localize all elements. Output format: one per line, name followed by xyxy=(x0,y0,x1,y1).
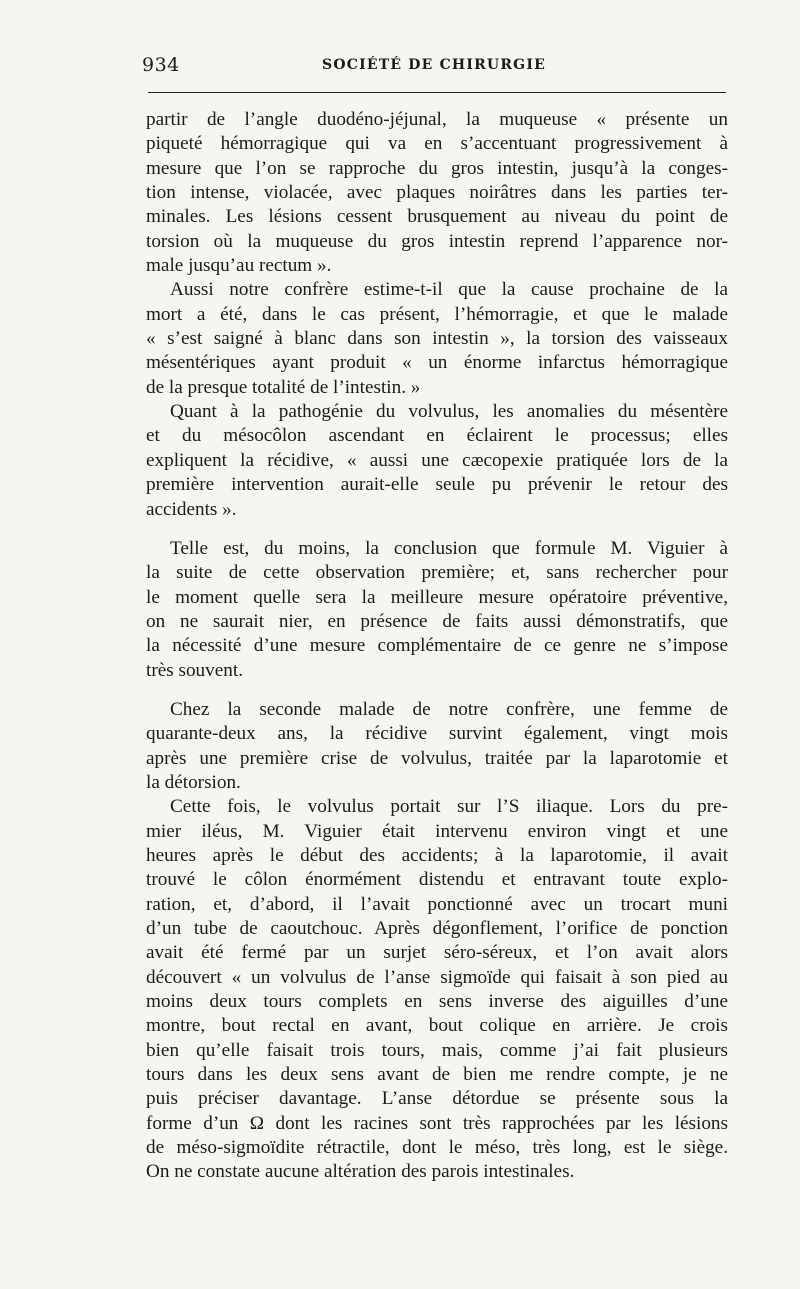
text-line: trouvé le côlon énormément distendu et entravant toute explo- xyxy=(146,869,728,891)
text-line: quarante-deux ans, la récidive survint également, vingt mois xyxy=(146,723,728,745)
text-line: première intervention aurait-elle seule pu prévenir le retour des xyxy=(146,474,728,496)
text-line: après une première crise de volvulus, traitée par la laparotomie et xyxy=(146,747,728,769)
text-line: ration, et, d’abord, il l’avait ponctionné avec un trocart muni xyxy=(146,893,728,915)
text-line: le moment quelle sera la meilleure mesure opératoire préventive, xyxy=(146,586,728,608)
paragraph-6 xyxy=(146,795,728,1185)
text-line: tours dans les deux sens avant de bien me rendre compte, je ne xyxy=(146,1064,728,1086)
text-line: Telle est, du moins, la conclusion que formule M. Viguier à xyxy=(170,537,728,559)
text-line: la suite de cette observation première; et, sans rechercher pour xyxy=(146,562,728,584)
text-line: moins deux tours complets en sens inverse des aiguilles d’une xyxy=(146,991,728,1013)
text-line: On ne constate aucune altération des parois intestinales. xyxy=(146,1161,575,1183)
text-line: d’un tube de caoutchouc. Après dégonflement, l’orifice de ponction xyxy=(146,918,728,939)
text-line: bien qu’elle faisait trois tours, mais, comme j’ai fait plusieurs xyxy=(146,1039,728,1061)
text-line: on ne saurait nier, en présence de faits aussi démonstratifs, que xyxy=(146,610,728,632)
text-line: très souvent. xyxy=(146,659,243,681)
text-line: accidents ». xyxy=(146,498,237,520)
text-line: « s’est saigné à blanc dans son intestin », la torsion des vaisseaux xyxy=(146,328,728,350)
text-line: heures après le début des accidents; à la laparotomie, il avait xyxy=(146,844,728,866)
text-line: tion intense, violacée, avec plaques noirâtres dans les parties ter- xyxy=(146,182,728,204)
text-line: expliquent la récidive, « aussi une cæcopexie pratiquée lors de la xyxy=(146,449,728,471)
text-line: de méso-sigmoïdite rétractile, dont le méso, très long, est le siège. xyxy=(146,1137,728,1159)
text-line: minales. Les lésions cessent brusquement au niveau du point de xyxy=(146,206,728,228)
running-title: SOCIÉTÉ DE CHIRURGIE xyxy=(322,57,546,73)
text-line: forme d’un Ω dont les racines sont très rapprochées par les lésions xyxy=(146,1112,728,1134)
text-line: partir de l’angle duodéno-jéjunal, la muqueuse « présente un xyxy=(146,109,728,130)
text-line: de la presque totalité de l’intestin. » xyxy=(146,376,421,398)
text-line: mesure que l’on se rapproche du gros intestin, jusqu’à la conges- xyxy=(146,157,728,179)
paragraph-5 xyxy=(146,698,728,795)
text-line: Aussi notre confrère estime-t-il que la cause prochaine de la xyxy=(170,279,728,301)
text-line: male jusqu’au rectum ». xyxy=(146,255,332,277)
text-line: Quant à la pathogénie du volvulus, les anomalies du mésentère xyxy=(170,401,728,423)
text-line: la détorsion. xyxy=(146,771,241,793)
text-line: mier iléus, M. Viguier était intervenu environ vingt et une xyxy=(146,820,728,842)
paragraph-3 xyxy=(146,400,728,522)
text-line: et du mésocôlon ascendant en éclairent le processus; elles xyxy=(146,425,728,447)
text-line: montre, bout rectal en avant, bout colique en arrière. Je crois xyxy=(146,1015,728,1037)
text-line: avait été fermé par un surjet séro-séreux, et l’on avait alors xyxy=(146,942,728,964)
text-line: la nécessité d’une mesure complémentaire de ce genre ne s’impose xyxy=(146,635,728,657)
text-line: Cette fois, le volvulus portait sur l’S iliaque. Lors du pre- xyxy=(170,796,728,818)
paragraph-4 xyxy=(146,537,728,683)
paragraph-1 xyxy=(146,108,728,278)
text-line: puis préciser davantage. L’anse détordue se présente sous la xyxy=(146,1088,728,1110)
paragraph-2 xyxy=(146,278,728,400)
text-line: mésentériques ayant produit « un énorme infarctus hémorragique xyxy=(146,352,728,374)
text-line: torsion où la muqueuse du gros intestin reprend l’apparence nor- xyxy=(146,230,728,252)
page-header xyxy=(140,50,728,90)
page-number: 934 xyxy=(142,54,180,76)
body-text xyxy=(146,108,728,1185)
header-rule xyxy=(148,92,726,93)
text-line: Chez la seconde malade de notre confrère, une femme de xyxy=(170,698,728,720)
text-line: découvert « un volvulus de l’anse sigmoïde qui faisait à son pied au xyxy=(146,966,728,988)
text-line: mort a été, dans le cas présent, l’hémorragie, et que le malade xyxy=(146,303,728,325)
text-line: piqueté hémorragique qui va en s’accentuant progressivement à xyxy=(146,133,728,155)
